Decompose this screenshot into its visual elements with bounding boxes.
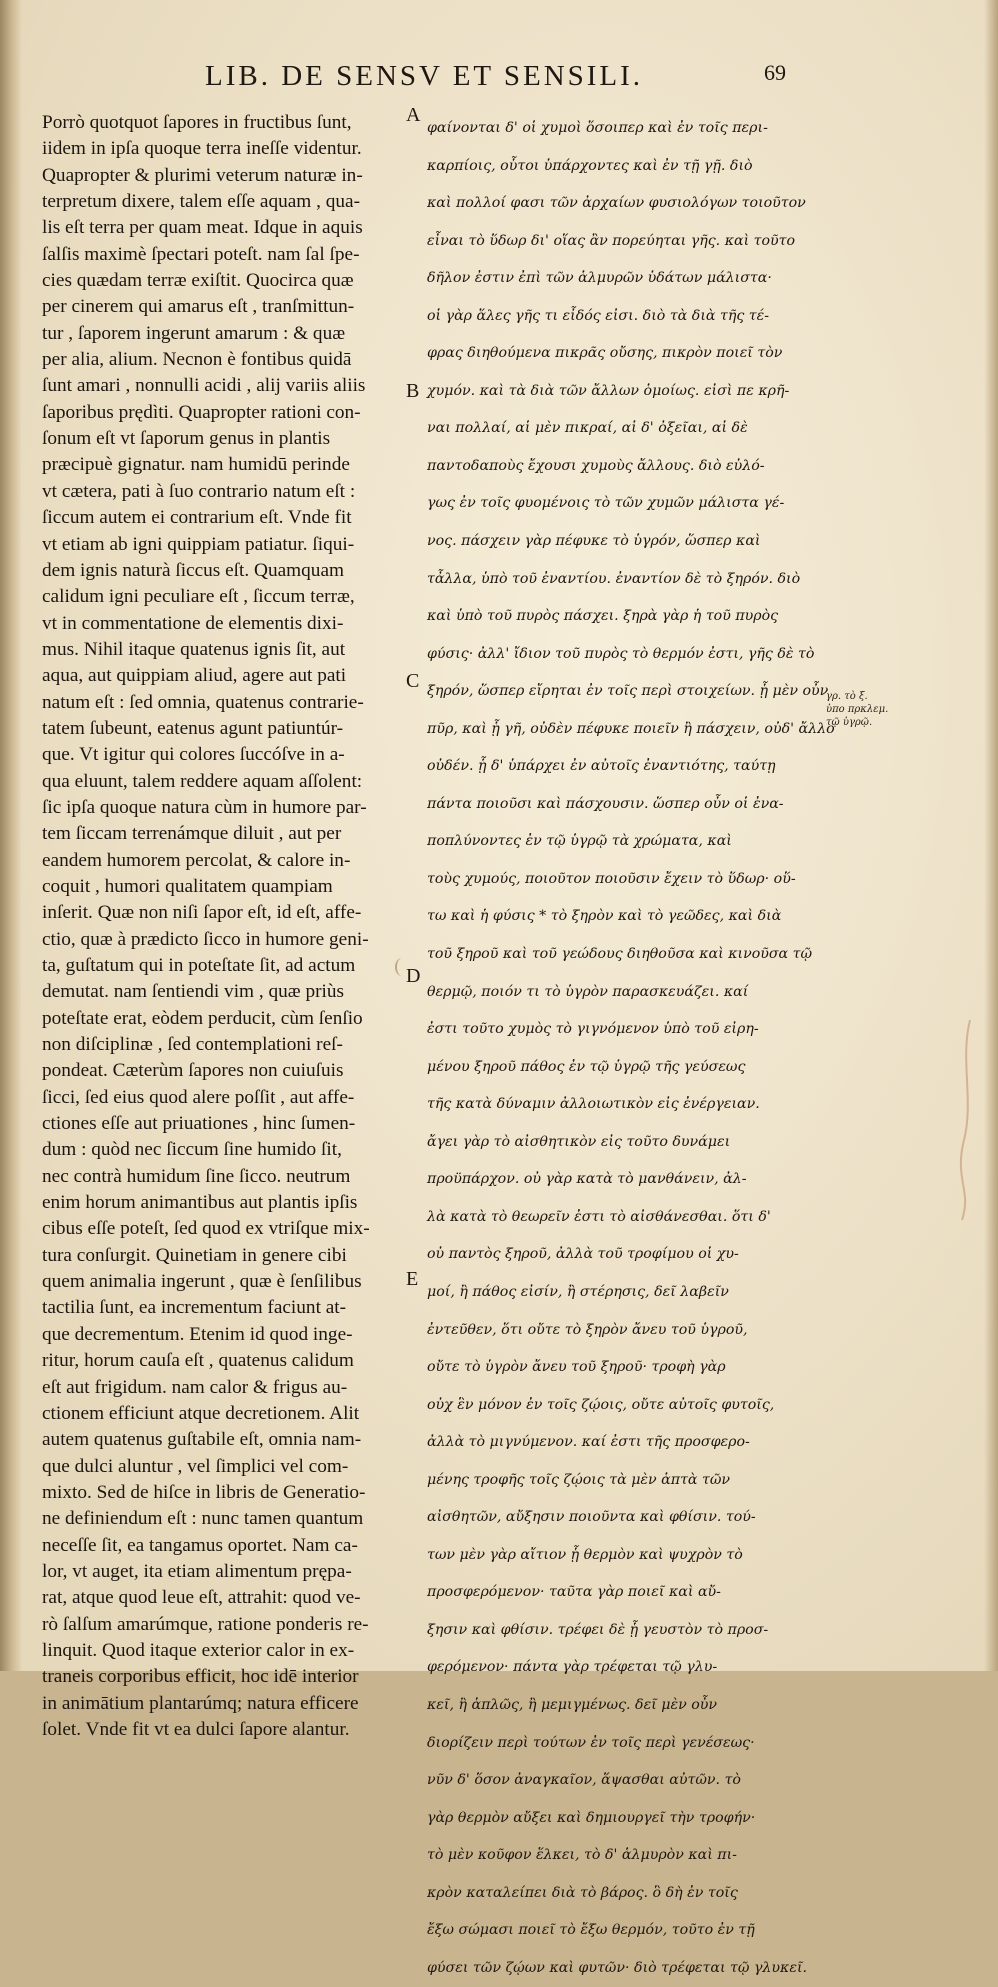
page-edge-shadow xyxy=(984,0,998,1671)
text-line: τοὺς χυμούς, ποιοῦτον ποιοῦσιν ἔχειν τὸ ὕδωρ· οὕ- xyxy=(427,870,796,887)
section-marker-d: D xyxy=(406,965,421,987)
text-line: τὸ μὲν κοῦφον ἕλκει, τὸ δ' ἁλμυρὸν καὶ πι- xyxy=(427,1847,737,1864)
gloss-line: γρ. τὸ ξ. xyxy=(826,691,868,702)
text-line: calidum igni peculiare eſt , ſiccum terræ, xyxy=(42,586,355,608)
text-line: vt in commentatione de elementis dixi- xyxy=(42,612,344,634)
text-line: lis eſt terra per quam meat. Idque in aquis xyxy=(42,217,363,239)
text-line: οἱ γὰρ ἅλες γῆς τι εἶδός εἰσι. διὸ τὰ διὰ τῆς τέ- xyxy=(427,307,770,324)
text-line: κρὸν καταλείπει διὰ τὸ βάρος. ὃ δὴ ἐν τοῖς xyxy=(427,1884,738,1901)
text-line: οὔτε τὸ ὑγρὸν ἄνευ τοῦ ξηροῦ· τροφὴ γὰρ xyxy=(427,1359,726,1376)
text-line: autem quatenus guſtabile eſt, omnia nam- xyxy=(42,1429,362,1451)
text-line: τοῦ ξηροῦ καὶ τοῦ γεώδους διηθοῦσα καὶ κινοῦσα τῷ xyxy=(427,946,813,963)
text-line: per alia, alium. Necnon è fontibus quidā xyxy=(42,349,352,371)
section-marker-a: A xyxy=(406,104,421,126)
text-line: νῦν δ' ὅσον ἀναγκαῖον, ἅψασθαι αὐτῶν. τὸ xyxy=(427,1772,741,1789)
text-line: καὶ ὑπὸ τοῦ πυρὸς πάσχει. ξηρὰ γὰρ ἡ τοῦ πυρὸς xyxy=(427,608,779,625)
text-line: τἆλλα, ὑπὸ τοῦ ἐναντίου. ἐναντίον δὲ τὸ ξηρόν. διὸ xyxy=(427,570,801,587)
text-line: dem ignis naturà ſiccus eſt. Quamquam xyxy=(42,559,344,581)
text-line: pondeat. Cæterùm ſapores non cuiuſuis xyxy=(42,1060,344,1082)
text-line: τω καὶ ἡ φύσις * τὸ ξηρὸν καὶ τὸ γεῶδες, καὶ διὰ xyxy=(427,908,782,925)
text-line: quem animalia ingerunt , quæ è ſenſilibus xyxy=(42,1271,362,1293)
gloss-line: ὑπο πρκλεμ. xyxy=(826,704,889,715)
text-line: νος. πάσχειν γὰρ πέφυκε τὸ ὑγρόν, ὥσπερ καὶ xyxy=(427,533,761,550)
text-line: que. Vt igitur qui colores ſuccóſve in a- xyxy=(42,744,345,766)
running-header: LIB. DE SENSV ET SENSILI. xyxy=(205,60,644,92)
text-line: αἰσθητῶν, αὔξησιν ποιοῦντα καὶ φθίσιν. τού- xyxy=(427,1509,756,1526)
text-line: cibus eſſe poteſt, ſed quod ex vtriſque mix- xyxy=(42,1218,370,1240)
text-line: ποπλύνοντες ἐν τῷ ὑγρῷ τὰ χρώματα, καὶ xyxy=(427,833,732,850)
text-line: ſalſis maximè ſpectari poteſt. nam ſal ſpe- xyxy=(42,243,360,265)
text-line: ctiones eſſe aut priuationes , hinc ſumen- xyxy=(42,1113,356,1135)
text-line: χυμόν. καὶ τὰ διὰ τῶν ἄλλων ὁμοίως. εἰσὶ πε κρῆ- xyxy=(427,382,790,399)
text-line: ναι πολλαί, αἱ μὲν πικραί, αἱ δ' ὀξεῖαι, αἱ δὲ xyxy=(427,420,748,437)
text-line: εἶναι τὸ ὕδωρ δι' οἵας ἂν πορεύηται γῆς. καὶ τοῦτο xyxy=(427,232,796,249)
text-line: γως ἐν τοῖς φυομένοις τὸ τῶν χυμῶν μάλιστα γέ- xyxy=(427,495,785,512)
section-marker-c: C xyxy=(406,670,420,692)
text-line: θερμῷ, ποιόν τι τὸ ὑγρὸν παρασκευάζει. καί xyxy=(427,983,749,1000)
text-line: rat, atque quod leue eſt, attrahit: quod ve- xyxy=(42,1587,361,1609)
text-line: per cinerem qui amarus eſt , tranſmittun- xyxy=(42,296,355,318)
text-line: μοί, ἢ πάθος εἰσίν, ἢ στέρησις, δεῖ λαβεῖν xyxy=(427,1283,729,1300)
text-line: cies quædam terræ exiſtit. Quocirca quæ xyxy=(42,270,354,292)
text-line: Porrò quotquot ſapores in fructibus ſunt, xyxy=(42,112,352,133)
text-line: lor, vt auget, ita etiam alimentum prępa- xyxy=(42,1560,352,1582)
text-line: φερόμενον· πάντα γὰρ τρέφεται τῷ γλυ- xyxy=(427,1659,718,1676)
text-line: natum eſt : ſed omnia, quatenus contrarie- xyxy=(42,691,364,713)
text-line: que decrementum. Etenim id quod inge- xyxy=(42,1323,353,1345)
text-line: traneis corporibus efficit, hoc idē interior xyxy=(42,1666,359,1688)
text-line: inſerit. Quæ non niſi ſapor eſt, id eſt, affe- xyxy=(42,902,362,924)
text-line: ta, guſtatum qui in poteſtate ſit, ad actum xyxy=(42,955,356,976)
text-line: terpretum dixere, talem eſſe aquam , qua- xyxy=(42,191,360,213)
gloss-line: τῷ ὑγρῷ. xyxy=(826,717,873,728)
greek-column xyxy=(427,110,835,1987)
text-line: non diſciplinæ , ſed contemplationi reſ- xyxy=(42,1034,343,1056)
text-line: γὰρ θερμὸν αὔξει καὶ δημιουργεῖ τὴν τροφήν· xyxy=(427,1809,756,1826)
text-line: aqua, aut quippiam aliud, agere aut pati xyxy=(42,665,347,687)
text-line: ctionem efficiunt atque decretionem. Alit xyxy=(42,1402,360,1424)
text-line: φρας διηθούμενα πικρᾶς οὔσης, πικρὸν ποιεῖ τὸν xyxy=(427,345,783,362)
text-line: vt cætera, pati à ſuo contrario natum eſt : xyxy=(42,480,356,502)
text-line: tem ſiccam terrenámque diluit , aut per xyxy=(42,823,342,845)
text-line: demutat. nam ſentiendi vim , quæ priùs xyxy=(42,981,345,1003)
text-line: λὰ κατὰ τὸ θεωρεῖν ἐστι τὸ αἰσθάνεσθαι. ὅτι δ' xyxy=(427,1208,771,1225)
text-line: ἐστι τοῦτο χυμὸς τὸ γιγνόμενον ὑπὸ τοῦ εἰρη- xyxy=(427,1021,759,1038)
text-line: διορίζειν περὶ τούτων ἐν τοῖς περὶ γενέσεως· xyxy=(427,1734,755,1751)
text-line: coquit , humori qualitatem quampiam xyxy=(42,875,333,897)
text-line: καρπίοις, οὗτοι ὑπάρχοντες καὶ ἐν τῇ γῇ. διὸ xyxy=(427,157,753,174)
paper-mark xyxy=(395,958,409,976)
text-line: poteſtate erat, eòdem perducit, cùm ſenſio xyxy=(42,1007,363,1029)
text-line: præcipuè gignatur. nam humidū perinde xyxy=(42,454,350,476)
text-line: οὐχ ἓν μόνον ἐν τοῖς ζῴοις, οὔτε αὐτοῖς φυτοῖς, xyxy=(427,1396,775,1413)
text-line: ſonum eſt vt ſaporum genus in plantis xyxy=(42,428,331,450)
text-line: linquit. Quod itaque exterior calor in ex- xyxy=(42,1639,355,1661)
text-line: que dulci aluntur , vel ſimplici vel com- xyxy=(42,1455,349,1477)
text-line: neceſſe ſit, ea tangamus oportet. Nam ca- xyxy=(42,1534,358,1556)
latin-column xyxy=(42,110,422,1743)
text-line: in animātium plantarúmq; natura efficere xyxy=(42,1692,359,1714)
section-marker-e: E xyxy=(406,1268,419,1290)
text-line: Quapropter & plurimi veterum naturæ in- xyxy=(42,164,363,186)
text-line: φαίνονται δ' οἱ χυμοὶ ὅσοιπερ καὶ ἐν τοῖς περι- xyxy=(427,120,768,136)
text-line: οὐ παντὸς ξηροῦ, ἀλλὰ τοῦ τροφίμου οἱ χυ- xyxy=(427,1246,739,1263)
text-line: πάντα ποιοῦσι καὶ πάσχουσιν. ὥσπερ οὖν οἱ ἐνα- xyxy=(427,795,784,812)
text-line: vt etiam ab igni quippiam patiatur. ſiqui- xyxy=(42,533,355,555)
text-line: ſunt amari , nonnulli acidi , alij variis aliis xyxy=(42,375,366,397)
margin-gloss xyxy=(826,690,896,729)
text-line: πῦρ, καὶ ᾗ γῆ, οὐδὲν πέφυκε ποιεῖν ἢ πάσχειν, οὐδ' ἄλλο xyxy=(427,720,835,737)
text-line: tatem ſubeunt, eatenus agunt patiuntúr- xyxy=(42,717,344,739)
text-line: των μὲν γὰρ αἴτιον ᾗ θερμὸν καὶ ψυχρὸν τὸ xyxy=(427,1546,743,1563)
text-line: δῆλον ἐστιν ἐπὶ τῶν ἁλμυρῶν ὑδάτων μάλιστα· xyxy=(427,270,772,287)
text-line: κεῖ, ἢ ἁπλῶς, ἢ μεμιγμένως. δεῖ μὲν οὖν xyxy=(427,1696,718,1713)
text-line: ſicci, ſed eius quod alere poſſit , aut affe- xyxy=(42,1086,355,1108)
text-line: ſiccum autem ei contrarium eſt. Vnde fit xyxy=(42,507,352,529)
text-line: ritur, horum cauſa eſt , quatenus calidum xyxy=(42,1350,354,1372)
text-line: ſolet. Vnde fit vt ea dulci ſapore alantur. xyxy=(42,1718,350,1740)
text-line: ἔξω σώμασι ποιεῖ τὸ ἔξω θερμόν, τοῦτο ἐν τῇ xyxy=(427,1922,755,1939)
margin-stain xyxy=(958,1020,976,1220)
text-line: φύσει τῶν ζῴων καὶ φυτῶν· διὸ τρέφεται τῷ γλυκεῖ. xyxy=(427,1959,808,1976)
text-line: nec contrà humidum ſine ſicco. neutrum xyxy=(42,1165,351,1187)
text-line: παντοδαποὺς ἔχουσι χυμοὺς ἄλλους. διὸ εὐλό- xyxy=(427,457,765,474)
text-line: dum : quòd nec ſiccum ſine humido ſit, xyxy=(42,1139,342,1161)
text-line: προσφερόμενον· ταῦτα γὰρ ποιεῖ καὶ αὔ- xyxy=(427,1584,721,1601)
text-line: τῆς κατὰ δύναμιν ἀλλοιωτικὸν εἰς ἐνέργειαν. xyxy=(427,1096,760,1113)
text-line: ἄγει γὰρ τὸ αἰσθητικὸν εἰς τοῦτο δυνάμει xyxy=(427,1133,731,1150)
text-line: qua eluunt, talem reddere aquam aſſolent: xyxy=(42,770,363,792)
text-line: ne definiendum eſt : nunc tamen quantum xyxy=(42,1508,364,1530)
text-line: οὐδέν. ᾗ δ' ὑπάρχει ἐν αὐτοῖς ἐναντιότης, ταύτῃ xyxy=(427,758,776,775)
text-line: καὶ πολλοί φασι τῶν ἀρχαίων φυσιολόγων τοιοῦτον xyxy=(427,195,806,212)
text-line: rò ſalſum amarúmque, ratione ponderis re- xyxy=(42,1613,369,1635)
text-line: ἀλλὰ τὸ μιγνύμενον. καί ἐστι τῆς προσφερο- xyxy=(427,1434,750,1451)
text-line: ſic ipſa quoque natura cùm in humore par- xyxy=(42,796,367,818)
text-line: μένης τροφῆς τοῖς ζῴοις τὰ μὲν ἁπτὰ τῶν xyxy=(427,1471,731,1488)
text-line: φύσις· ἀλλ' ἴδιον τοῦ πυρὸς τὸ θερμόν ἐστι, γῆς δὲ τὸ xyxy=(427,645,815,662)
text-line: προϋπάρχον. οὐ γὰρ κατὰ τὸ μανθάνειν, ἀλ- xyxy=(427,1171,747,1188)
folio-number: 69 xyxy=(764,60,786,85)
text-line: tur , ſaporem ingerunt amarum : & quæ xyxy=(42,322,346,344)
text-line: ctio, quæ à prædicto ſicco in humore geni- xyxy=(42,928,369,950)
text-line: tura conſurgit. Quinetiam in genere cibi xyxy=(42,1244,347,1266)
text-line: μένου ξηροῦ πάθος ἐν τῷ ὑγρῷ τῆς γεύσεως xyxy=(427,1058,746,1075)
text-line: tactilia ſunt, ea incrementum faciunt at- xyxy=(42,1297,347,1319)
text-line: eſt aut frigidum. nam calor & frigus au- xyxy=(42,1376,348,1398)
text-line: mixto. Sed de hiſce in libris de Generatio- xyxy=(42,1481,366,1503)
text-line: mus. Nihil itaque quatenus ignis ſit, aut xyxy=(42,638,346,660)
binding-shadow xyxy=(0,0,22,1671)
text-line: ξηρόν, ὥσπερ εἴρηται ἐν τοῖς περὶ στοιχείων. ᾗ μὲν οὖν xyxy=(427,683,829,700)
text-line: ſaporibus prędìti. Quapropter rationi con- xyxy=(42,401,361,423)
section-marker-b: B xyxy=(406,380,420,402)
text-line: enim horum animantibus aut plantis ipſis xyxy=(42,1192,358,1214)
text-line: iidem in ipſa quoque terra ineſſe videntur. xyxy=(42,138,362,160)
text-line: eandem humorem percolat, & calore in- xyxy=(42,849,351,871)
text-line: ξησιν καὶ φθίσιν. τρέφει δὲ ᾗ γευστὸν τὸ προσ- xyxy=(427,1621,769,1638)
text-line: ἐντεῦθεν, ὅτι οὔτε τὸ ξηρὸν ἄνευ τοῦ ὑγροῦ, xyxy=(427,1321,748,1338)
